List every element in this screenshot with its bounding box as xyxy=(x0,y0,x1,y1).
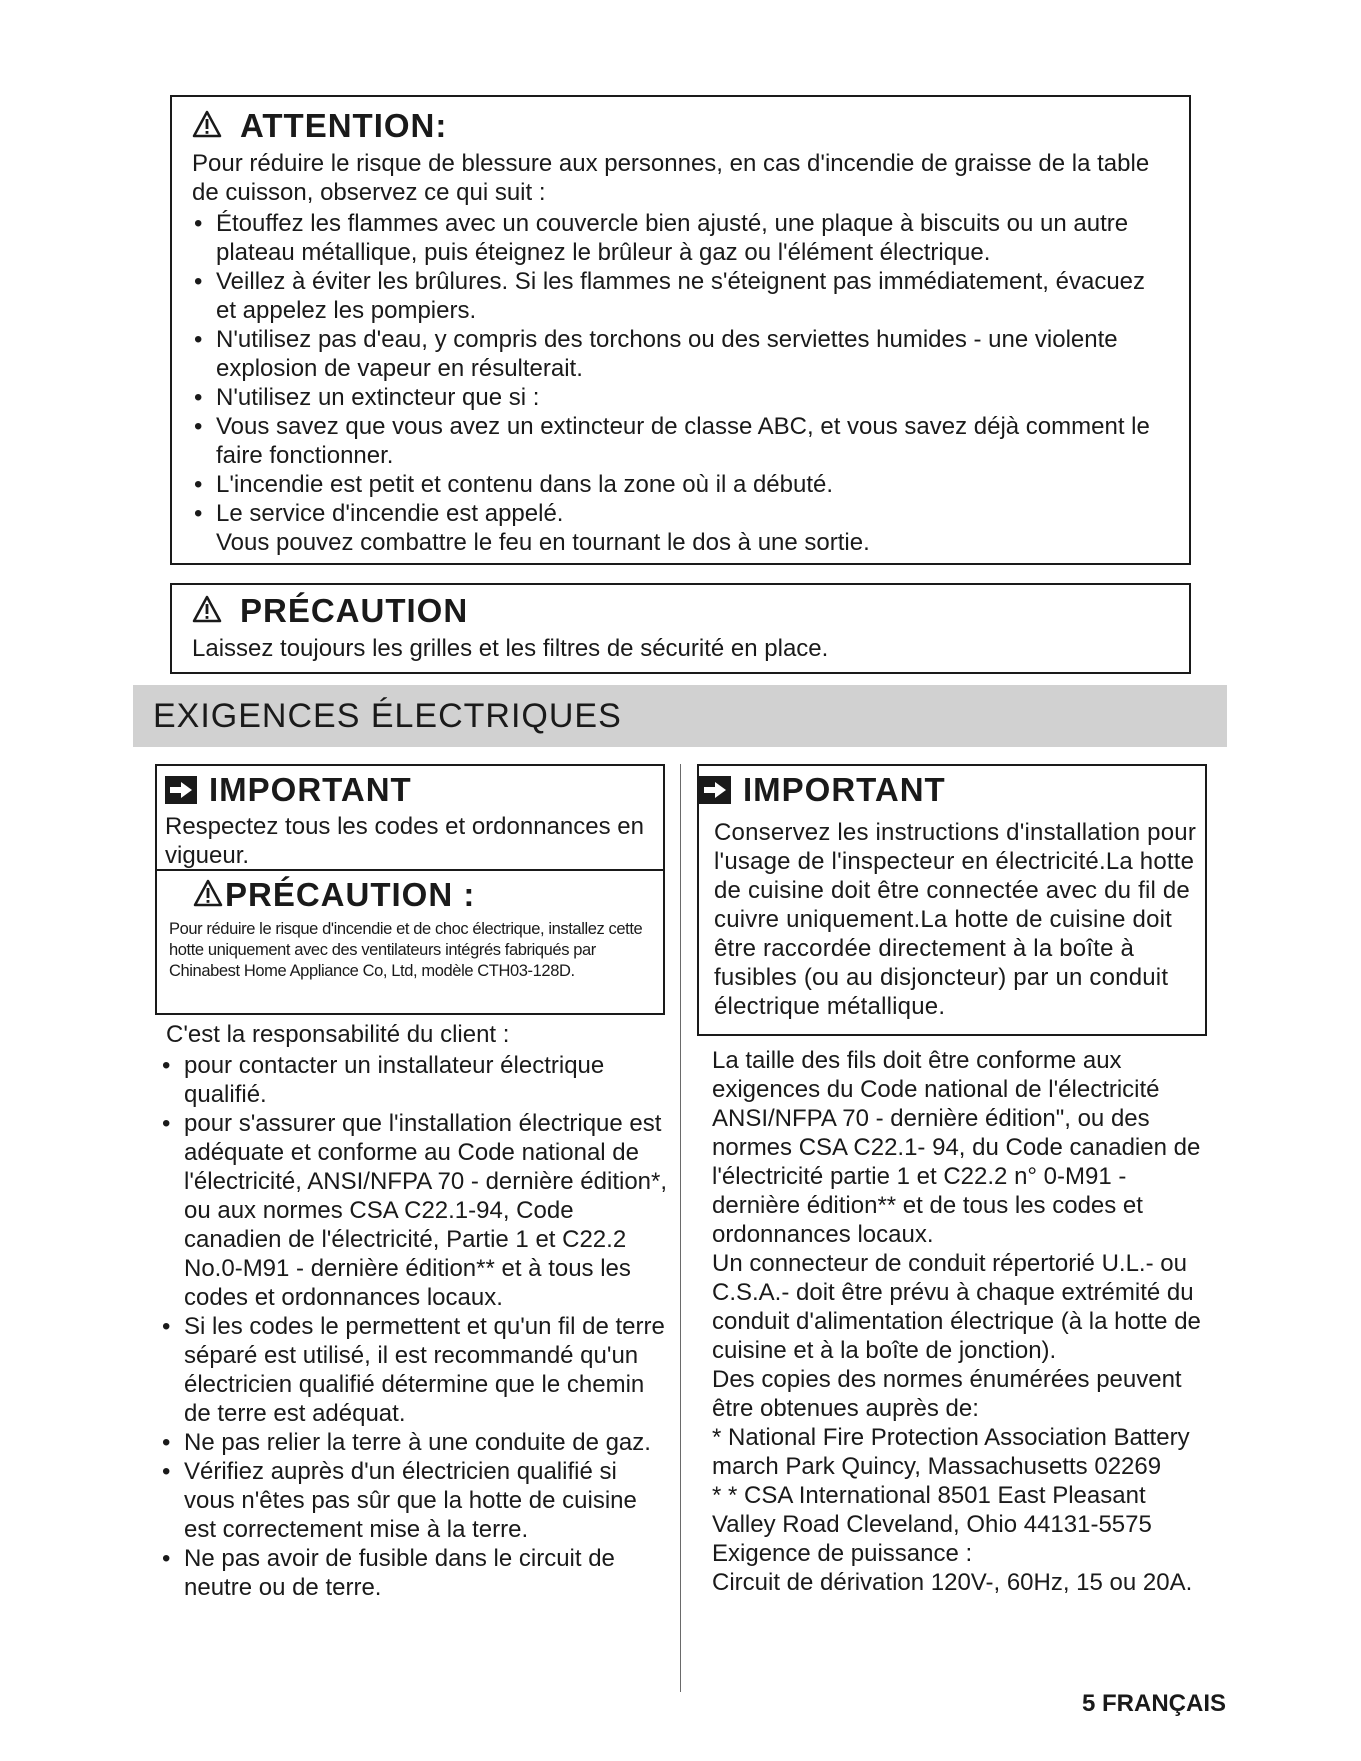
list-item: • Ne pas avoir de fusible dans le circuit de neutre ou de terre. xyxy=(160,1544,672,1602)
section-title: EXIGENCES ÉLECTRIQUES xyxy=(153,697,622,735)
conduit-connector-paragraph: Un connecteur de conduit répertorié U.L.- ou C.S.A.- doit être prévu à chaque extrémité du conduit d'alimentation électrique (à la hotte de cuisine et à la boîte de jonction). xyxy=(712,1250,1201,1364)
important-heading xyxy=(165,772,663,808)
list-item: • L'incendie est petit et contenu dans la zone où il a débuté. xyxy=(192,470,1157,499)
important-text: Conservez les instructions d'installation pour l'usage de l'inspecteur en électricité.La hotte de cuisine doit être connectée avec du fil de cuivre uniquement.La hotte de cuisine doit être raccordée directement à la boîte à fusibles (ou au disjoncteur) par un conduit électrique métallique. xyxy=(714,819,1197,1020)
wire-size-paragraph: La taille des fils doit être conforme aux exigences du Code national de l'électricité ANSI/NFPA 70 - dernière édition", ou des normes CSA C22.1- 94, du Code canadien de l'électricité partie 1 et C22.2 n° 0-M91 - dernière édition** et de tous les codes et ordonnances locaux. xyxy=(712,1047,1201,1248)
left-body xyxy=(160,1020,680,1602)
warning-triangle-icon xyxy=(192,110,222,143)
arrow-right-icon xyxy=(699,776,731,804)
precaution-heading xyxy=(169,875,663,915)
responsibility-list xyxy=(160,1051,672,1602)
attention-heading xyxy=(192,105,1169,147)
list-item: • Le service d'incendie est appelé. xyxy=(192,499,1157,528)
important-heading xyxy=(699,772,1205,808)
list-item: • N'utilisez un extincteur que si : xyxy=(192,383,1157,412)
warning-triangle-icon xyxy=(192,595,222,628)
list-item: Vous pouvez combattre le feu en tournant le dos à une sortie. xyxy=(216,529,870,556)
list-item: • Veillez à éviter les brûlures. Si les flammes ne s'éteignent pas immédiatement, évacuez et appelez les pompiers. xyxy=(192,267,1157,325)
attention-title: ATTENTION: xyxy=(240,107,448,144)
list-item: • pour contacter un installateur électrique qualifié. xyxy=(160,1051,672,1109)
list-item: • N'utilisez pas d'eau, y compris des torchons ou des serviettes humides - une violente explosion de vapeur en résulterait. xyxy=(192,325,1157,383)
precaution-heading xyxy=(192,590,1169,632)
nfpa-address: * National Fire Protection Association Battery march Park Quincy, Massachusetts 02269 xyxy=(712,1424,1190,1480)
right-body xyxy=(712,1046,1212,1597)
page-footer: 5 FRANÇAIS xyxy=(1081,1690,1226,1717)
section-header-bar xyxy=(133,685,1227,747)
list-item: • Étouffez les flammes avec un couvercle bien ajusté, une plaque à biscuits ou un autre plateau métallique, puis éteignez le brûleur à gaz ou l'élément électrique. xyxy=(192,209,1157,267)
csa-address: * * CSA International 8501 East Pleasant Valley Road Cleveland, Ohio 44131-5575 xyxy=(712,1482,1152,1538)
precaution-text: Pour réduire le risque d'incendie et de choc électrique, installez cette hotte uniquement avec des ventilateurs intégrés fabriqués par Chinabest Home Appliance Co, Ltd, modèle CTH03-128D. xyxy=(169,920,643,980)
important-text: Respectez tous les codes et ordonnances en vigueur. xyxy=(165,813,644,869)
important-title: IMPORTANT xyxy=(209,771,412,808)
left-important-box xyxy=(155,764,665,871)
responsibility-heading: C'est la responsabilité du client : xyxy=(166,1021,510,1048)
attention-box xyxy=(170,95,1191,565)
precaution-text: Laissez toujours les grilles et les filtres de sécurité en place. xyxy=(192,635,829,662)
list-item: • pour s'assurer que l'installation électrique est adéquate et conforme au Code national de l'électricité, ANSI/NFPA 70 - dernière édition*, ou aux normes CSA C22.1-94, Code canadien de l'électricité, Partie 1 et C22.2 No.0-M91 - dernière édition** et à tous les codes et ordonnances locaux. xyxy=(160,1109,672,1312)
arrow-right-icon xyxy=(165,776,197,804)
copies-paragraph: Des copies des normes énumérées peuvent être obtenues auprès de: xyxy=(712,1366,1182,1422)
power-requirement-heading: Exigence de puissance : xyxy=(712,1540,973,1567)
precaution-box xyxy=(170,583,1191,674)
precaution-title: PRÉCAUTION xyxy=(240,592,469,629)
precaution-title: PRÉCAUTION : xyxy=(225,876,476,913)
column-divider xyxy=(680,764,681,1692)
attention-intro: Pour réduire le risque de blessure aux personnes, en cas d'incendie de graisse de la table de cuisson, observez ce qui suit : xyxy=(192,150,1150,206)
important-title: IMPORTANT xyxy=(743,771,946,808)
warning-triangle-icon xyxy=(193,879,223,912)
list-item: • Vérifiez auprès d'un électricien qualifié si vous n'êtes pas sûr que la hotte de cuisine est correctement mise à la terre. xyxy=(160,1457,672,1544)
left-precaution-box xyxy=(155,869,665,1015)
list-item: • Ne pas relier la terre à une conduite de gaz. xyxy=(160,1428,672,1457)
list-item: • Vous savez que vous avez un extincteur de classe ABC, et vous savez déjà comment le faire fonctionner. xyxy=(192,412,1157,470)
list-item: • Si les codes le permettent et qu'un fil de terre séparé est utilisé, il est recommandé qu'un électricien qualifié détermine que le chemin de terre est adéquat. xyxy=(160,1312,672,1428)
right-important-box xyxy=(697,764,1207,1036)
power-requirement-text: Circuit de dérivation 120V-, 60Hz, 15 ou 20A. xyxy=(712,1569,1193,1596)
attention-list xyxy=(192,209,1157,557)
